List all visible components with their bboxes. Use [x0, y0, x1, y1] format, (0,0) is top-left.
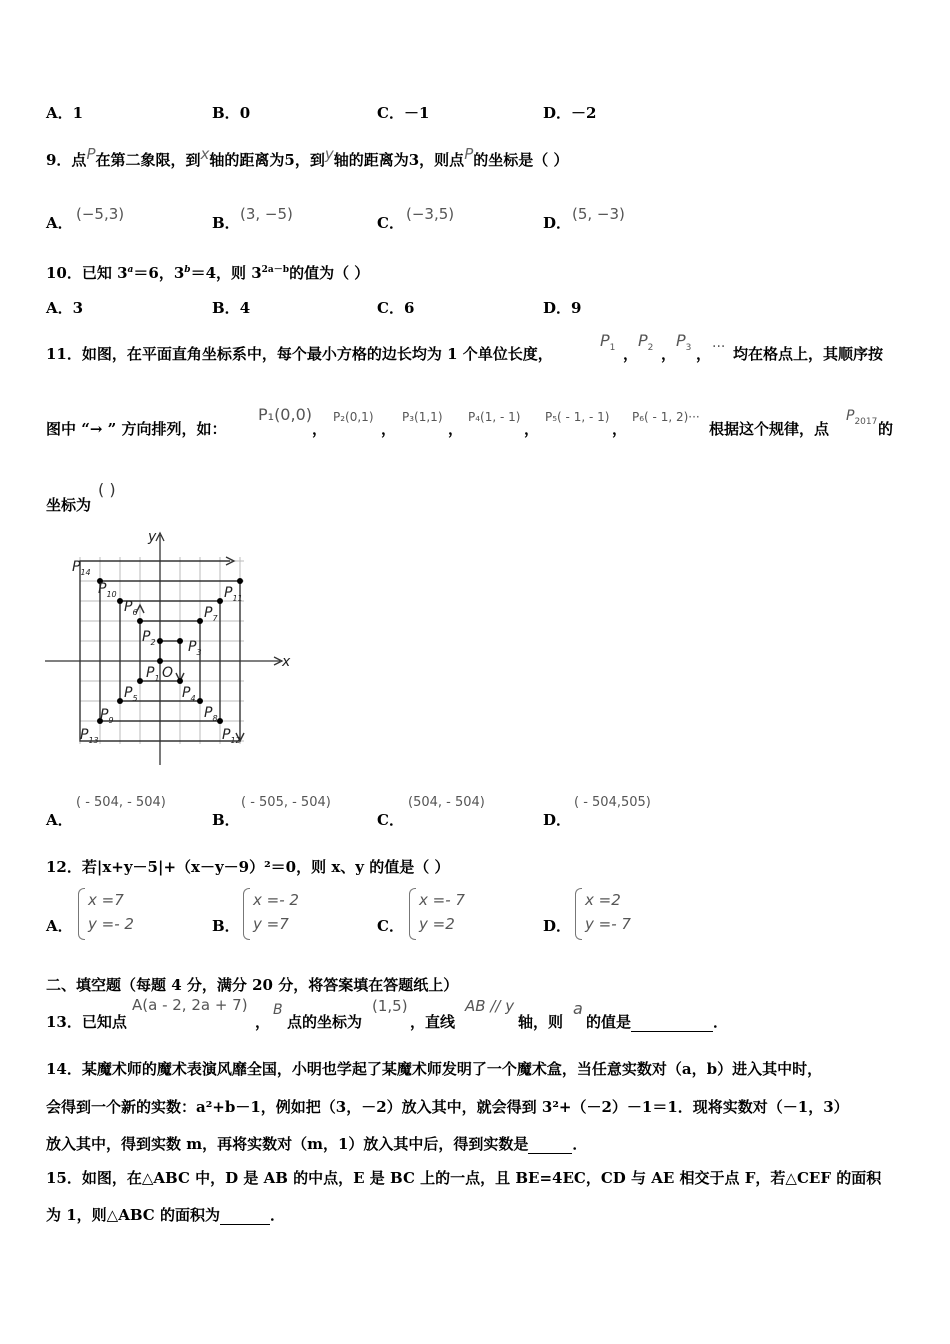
x-axis-label: x [282, 654, 291, 670]
q12-option-d-system: x =2 y =- 7 [575, 888, 631, 936]
q11-example-p6: P₆( - 1, 2)··· [632, 410, 700, 424]
q11-example-p4: P₄(1, - 1) [468, 410, 521, 424]
q13-point-b: B [273, 1002, 283, 1018]
q13-ab-parallel-y: AB // y [465, 997, 515, 1015]
q9-option-d: D． [543, 214, 572, 232]
comma: ， [661, 345, 677, 363]
q11-p2: $P_2$ [638, 331, 654, 354]
q12-option-d: D． [543, 917, 572, 935]
option-value: 0 [239, 104, 251, 122]
q12-stem: 12．若|x+y－5|+（x－y－9）²＝0，则 x、y 的值是（ ） [46, 858, 450, 876]
q11-option-a: A． [46, 811, 73, 829]
q11-example-p5: P₅( - 1, - 1) [545, 410, 610, 424]
q9-option-a-value: (−5,3) [76, 205, 125, 223]
q12-option-a-system: x =7 y =- 2 [78, 888, 134, 936]
option-label: D． [543, 104, 572, 122]
q11-example-p2: P₂(0,1) [333, 410, 374, 424]
label-p7: $P_7$ [204, 605, 218, 623]
origin-label: O [162, 665, 174, 681]
q11-option-c-value: (504, - 504) [408, 795, 485, 810]
label-p5: $P_5$ [124, 685, 138, 703]
q10-option-b: B．4 [212, 299, 251, 317]
q12-option-a: A． [46, 917, 73, 935]
comma: ， [696, 345, 712, 363]
q9-option-a: A． [46, 214, 73, 232]
q11-stem-line3: 坐标为 [46, 496, 92, 514]
q11-stem-line2-end: 根据这个规律，点 [709, 420, 830, 438]
q11-option-b-value: ( - 505, - 504) [241, 795, 331, 810]
comma: ， [524, 420, 540, 438]
label-p1: $P_1$ [146, 665, 160, 683]
q11-example-p1: P₁(0,0) [258, 405, 312, 424]
q10-option-d: D．9 [543, 299, 582, 317]
option-label: A． [46, 104, 73, 122]
q10-stem: 10．已知 $3^a=6$，$3^b=4$，则 $3^{2a-b}$的值为（ ） [46, 264, 370, 282]
option-value: －2 [571, 104, 597, 122]
q13-text-5: 轴，则 [518, 1013, 564, 1031]
q13-text-4: ，直线 [410, 1013, 456, 1031]
lattice-points [97, 578, 243, 724]
q10-option-a: A．3 [46, 299, 84, 317]
q11-p1: $P_1$ [600, 331, 616, 354]
comma: ， [255, 1013, 271, 1031]
q11-example-p3: P₃(1,1) [402, 410, 443, 424]
comma: ， [381, 420, 397, 438]
q11-option-c: C． [377, 811, 404, 829]
q13-b-coord: (1,5) [372, 997, 408, 1015]
ellipsis: ··· [712, 339, 726, 355]
q8-option-a [46, 102, 83, 123]
option-label: C． [377, 104, 404, 122]
comma: ， [448, 420, 464, 438]
label-p13: $P_{13}$ [80, 727, 99, 745]
q13-point-a: A(a - 2, 2a + 7) [132, 996, 248, 1014]
q12-option-b-system: x =- 2 y =7 [243, 888, 299, 936]
option-value: －1 [403, 104, 430, 122]
q9-option-b-value: (3, −5) [240, 205, 293, 223]
spiral-coordinate-figure [40, 525, 300, 770]
q11-option-d-value: ( - 504,505) [574, 795, 651, 810]
comma: ， [312, 420, 328, 438]
q14-line2: 会得到一个新的实数：a²+b－1，例如把（3，－2）放入其中，就会得到 3²+（－2）－1＝1．现将实数对（－1，3） [46, 1098, 849, 1116]
q15-line2: 为 1，则△ABC 的面积为 ． [46, 1206, 285, 1224]
comma: ， [623, 345, 639, 363]
q14-line1: 14．某魔术师的魔术表演风靡全国，小明也学起了某魔术师发明了一个魔术盒，当任意实数对（a，b）进入其中时， [46, 1060, 823, 1078]
q11-option-a-value: ( - 504, - 504) [76, 795, 166, 810]
q9-option-c: C． [377, 214, 404, 232]
option-value: 1 [72, 104, 84, 122]
q12-option-c-system: x =- 7 y =2 [409, 888, 465, 936]
label-p10: $P_{10}$ [98, 581, 117, 599]
q13-answer: 的值是 ． [586, 1013, 729, 1031]
answer-blank[interactable] [528, 1137, 572, 1154]
y-axis-label: y [148, 529, 157, 545]
answer-blank[interactable] [220, 1208, 270, 1225]
q11-p2017: $P_{2017}$ [846, 408, 878, 427]
q9-option-c-value: (−3,5) [406, 205, 455, 223]
label-p4: $P_4$ [182, 685, 196, 703]
q8-option-d [543, 102, 596, 123]
q11-stem-line1-end: 均在格点上，其顺序按 [733, 345, 884, 363]
q8-option-b [212, 102, 250, 123]
q12-option-c: C． [377, 917, 404, 935]
q9-option-d-value: (5, −3) [572, 205, 625, 223]
q8-option-c [377, 102, 429, 123]
label-p9: $P_9$ [100, 707, 114, 725]
q11-stem-line1: 11．如图，在平面直角坐标系中，每个最小方格的边长均为 1 个单位长度， [46, 345, 553, 363]
q14-line3: 放入其中，得到实数 m，再将实数对（m，1）放入其中后，得到实数是 ． [46, 1135, 588, 1153]
q11-option-d: D． [543, 811, 572, 829]
q11-stem-line2: 图中 “→ ” 方向排列，如： [46, 420, 227, 438]
label-p11: $P_{11}$ [224, 585, 243, 603]
label-p12: $P_{12}$ [222, 727, 241, 745]
q9-stem: 9．点P在第二象限，到x轴的距离为5，到y轴的距离为3，则点P的坐标是（ ） [46, 145, 569, 169]
q12-option-b: B． [212, 917, 240, 935]
label-p3: $P_3$ [188, 639, 202, 657]
q13-var-a: a [573, 999, 583, 1018]
q11-p3: $P_3$ [676, 331, 692, 354]
label-p6: $P_6$ [124, 599, 138, 617]
label-p8: $P_8$ [204, 705, 218, 723]
q11-option-b: B． [212, 811, 240, 829]
comma: ， [612, 420, 628, 438]
q10-option-c: C．6 [377, 299, 415, 317]
label-p2: $P_2$ [142, 629, 156, 647]
label-p14: $P_{14}$ [72, 559, 91, 577]
answer-blank[interactable] [631, 1015, 713, 1032]
q13-text-3: 点的坐标为 [287, 1013, 363, 1031]
q15-line1: 15．如图，在△ABC 中，D 是 AB 的中点，E 是 BC 上的一点，且 BE=4EC，CD 与 AE 相交于点 F，若△CEF 的面积 [46, 1169, 882, 1187]
q11-answer-paren: ( ) [98, 480, 116, 499]
section-title-fill-in: 二、填空题（每题 4 分，满分 20 分，将答案填在答题纸上） [46, 976, 459, 994]
q11-de: 的 [878, 420, 894, 438]
q13-text-1: 13．已知点 [46, 1013, 127, 1031]
q9-option-b: B． [212, 214, 240, 232]
option-label: B． [212, 104, 240, 122]
